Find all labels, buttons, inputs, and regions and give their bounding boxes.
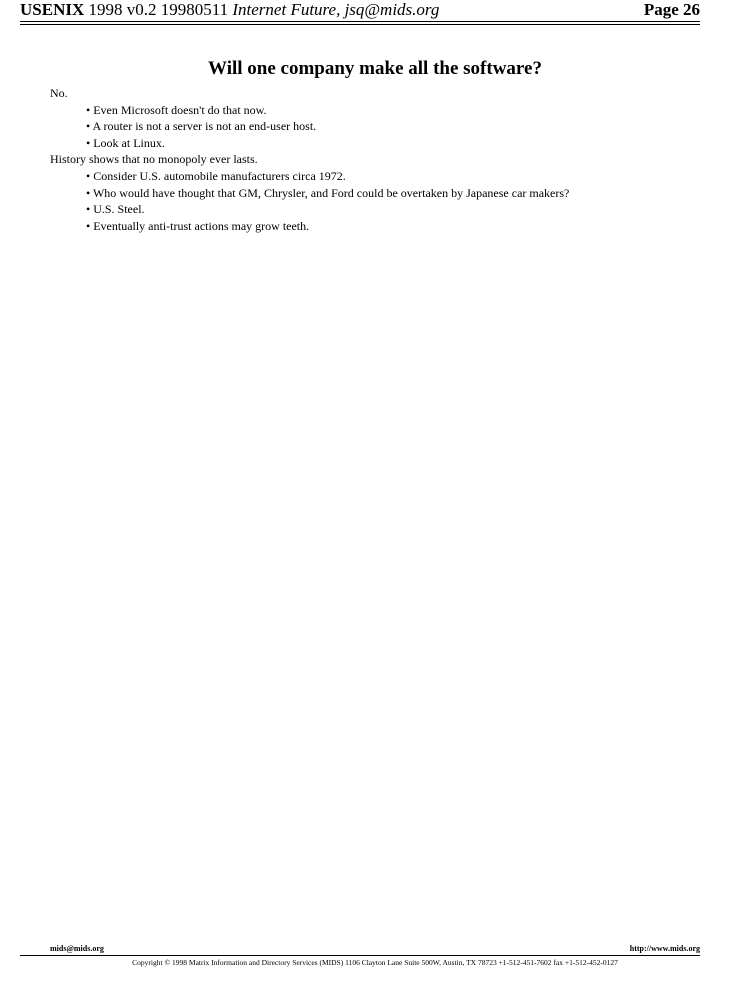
header-rule-bottom: [20, 24, 700, 25]
body-text: No.: [50, 86, 68, 100]
footer-url[interactable]: http://www.mids.org: [629, 944, 700, 953]
header-conference: USENIX: [20, 0, 85, 19]
bullet-item: • Even Microsoft doesn't do that now.: [86, 102, 267, 117]
footer-rule: [20, 955, 700, 956]
bullet-item: • Look at Linux.: [86, 135, 165, 150]
slide-content: [50, 85, 710, 234]
bullet-item: • Eventually anti-trust actions may grow teeth.: [86, 218, 310, 233]
header-version: 1998 v0.2 19980511: [88, 0, 229, 19]
header-talk: Internet Future, jsq@mids.org: [232, 0, 440, 19]
header-rule-top: [20, 21, 700, 22]
slide-title: Will one company make all the software?: [208, 58, 542, 79]
bullet-item: • U.S. Steel.: [86, 202, 145, 217]
footer-email[interactable]: mids@mids.org: [50, 944, 104, 953]
bullet-item: • A router is not a server is not an end-user host.: [86, 119, 317, 134]
page-header: [20, 0, 700, 20]
header-page-number: Page 26: [643, 0, 700, 19]
body-text: History shows that no monopoly ever lasts.: [50, 152, 258, 167]
footer-copyright: Copyright © 1998 Matrix Information and Directory Services (MIDS) 1106 Clayton Lane Suite 500W, Austin, TX 78723 +1-512-451-7602 fax +1-512-452-0127: [132, 958, 618, 967]
header-left: [20, 0, 439, 19]
bullet-item: • Consider U.S. automobile manufacturers circa 1972.: [86, 168, 346, 183]
bullet-item: • Who would have thought that GM, Chrysler, and Ford could be overtaken by Japanese car makers?: [86, 185, 570, 200]
